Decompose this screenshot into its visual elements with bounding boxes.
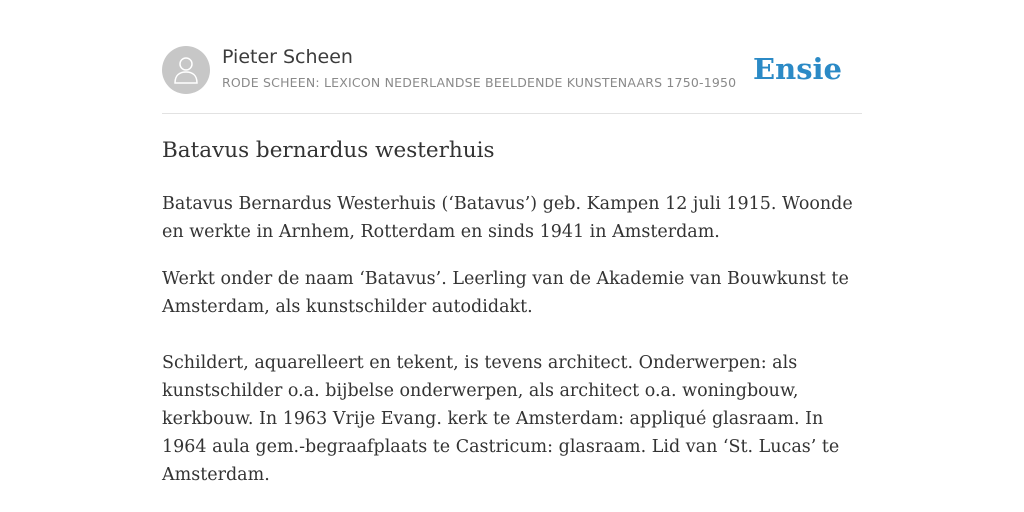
article-body <box>162 190 862 489</box>
article-header <box>162 46 862 96</box>
article-paragraph: Werkt onder de naam ‘Batavus’. Leerling van de Akademie van Bouwkunst te Amsterdam, als kunstschilder autodidakt. <box>162 269 849 317</box>
article-title: Batavus bernardus westerhuis <box>162 138 495 163</box>
source-label[interactable]: RODE SCHEEN: LEXICON NEDERLANDSE BEELDENDE KUNSTENAARS 1750-1950 <box>222 75 737 90</box>
brand-logo[interactable]: Ensie <box>753 52 842 86</box>
header-divider <box>162 113 862 114</box>
author-name[interactable]: Pieter Scheen <box>222 46 353 68</box>
author-avatar[interactable] <box>162 46 210 94</box>
user-icon <box>173 55 199 85</box>
article-paragraph: Schildert, aquarelleert en tekent, is tevens architect. Onderwerpen: als kunstschilder o.a. bijbelse onderwerpen, als architect o.a. woningbouw, kerkbouw. In 1963 Vrije Evang. kerk te Amsterdam: appliqué glasraam. In 1964 aula gem.-begraafplaats te Castricum: glasraam. Lid van ‘St. Lucas’ te Amsterdam. <box>162 353 840 485</box>
article-paragraph: Batavus Bernardus Westerhuis (‘Batavus’) geb. Kampen 12 juli 1915. Woonde en werkte in Arnhem, Rotterdam en sinds 1941 in Amsterdam. <box>162 194 853 242</box>
